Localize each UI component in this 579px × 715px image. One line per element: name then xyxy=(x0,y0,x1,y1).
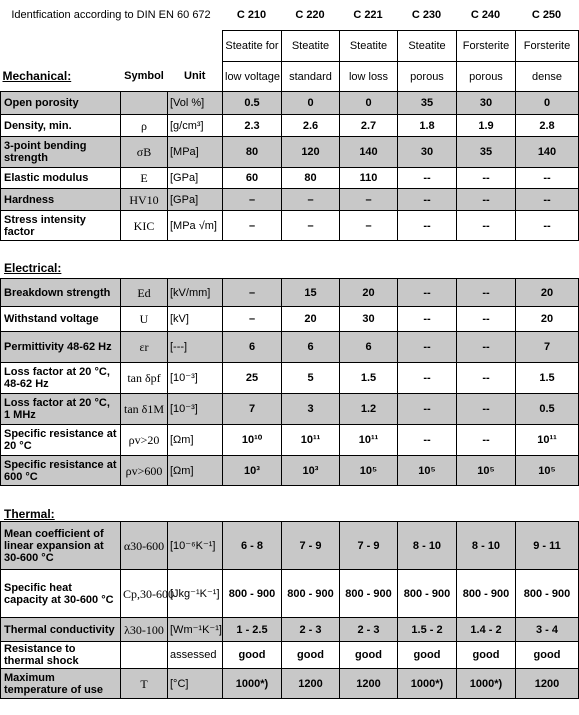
property-label: Resistance to thermal shock xyxy=(1,642,121,669)
value-cell: good xyxy=(223,642,282,669)
value-cell: good xyxy=(398,642,457,669)
thermal-row xyxy=(1,642,579,669)
mechanical-row xyxy=(1,92,579,115)
value-cell: 1000*) xyxy=(457,669,516,699)
value-cell: 8 - 10 xyxy=(398,522,457,570)
unit-cell: [kV] xyxy=(168,307,223,332)
material-c240: Forsterite xyxy=(457,31,516,62)
unit-cell: [MPa] xyxy=(168,137,223,168)
grade-c221: low loss xyxy=(340,62,398,92)
value-cell: 0 xyxy=(282,92,340,115)
symbol-cell: HV10 xyxy=(121,189,168,211)
electrical-row xyxy=(1,363,579,394)
property-label: Stress intensity factor xyxy=(1,211,121,241)
mechanical-table xyxy=(0,30,579,241)
value-cell: 140 xyxy=(516,137,579,168)
electrical-row xyxy=(1,425,579,456)
unit-cell: [10⁻³] xyxy=(168,363,223,394)
value-cell: 1200 xyxy=(340,669,398,699)
value-cell: 0 xyxy=(340,92,398,115)
value-cell: 2 - 3 xyxy=(340,618,398,642)
value-cell: 800 - 900 xyxy=(398,570,457,618)
unit-cell: [Ωm] xyxy=(168,425,223,456)
symbol-cell: ρv>600 xyxy=(121,456,168,486)
symbol-cell: tan δpf xyxy=(121,363,168,394)
value-cell: -- xyxy=(398,279,457,307)
symbol-cell xyxy=(121,642,168,669)
value-cell: -- xyxy=(457,307,516,332)
value-cell: 110 xyxy=(340,168,398,189)
unit-cell: [10⁻³] xyxy=(168,394,223,425)
mechanical-row xyxy=(1,137,579,168)
value-cell: 20 xyxy=(516,307,579,332)
value-cell: 35 xyxy=(457,137,516,168)
symbol-cell: α30-600 xyxy=(121,522,168,570)
value-cell: 2.6 xyxy=(282,115,340,137)
value-cell: 7 xyxy=(223,394,282,425)
unit-cell: assessed xyxy=(168,642,223,669)
value-cell: -- xyxy=(457,332,516,363)
value-cell: 80 xyxy=(282,168,340,189)
symbol-cell: E xyxy=(121,168,168,189)
value-cell: 1.2 xyxy=(340,394,398,425)
property-label: Open porosity xyxy=(1,92,121,115)
value-cell: 10³ xyxy=(282,456,340,486)
value-cell: 30 xyxy=(398,137,457,168)
value-cell: -- xyxy=(457,394,516,425)
code-c230: C 230 xyxy=(411,9,442,21)
value-cell: -- xyxy=(457,168,516,189)
material-c221: Steatite xyxy=(340,31,398,62)
header-table xyxy=(0,0,578,30)
value-cell: -- xyxy=(398,211,457,241)
value-cell: 10¹¹ xyxy=(516,425,579,456)
unit-cell: [°C] xyxy=(168,669,223,699)
value-cell: 30 xyxy=(340,307,398,332)
electrical-row xyxy=(1,394,579,425)
code-c221: C 221 xyxy=(353,9,383,21)
symbol-cell: tan δ1M xyxy=(121,394,168,425)
property-label: Density, min. xyxy=(1,115,121,137)
value-cell: -- xyxy=(457,279,516,307)
symbol-cell: εr xyxy=(121,332,168,363)
property-label: Loss factor at 20 °C, 1 MHz xyxy=(1,394,121,425)
property-label: 3-point bending strength xyxy=(1,137,121,168)
property-label: Loss factor at 20 °C, 48-62 Hz xyxy=(1,363,121,394)
value-cell: -- xyxy=(457,211,516,241)
section-electrical: Electrical: xyxy=(4,261,62,275)
mechanical-row xyxy=(1,211,579,241)
value-cell: 7 - 9 xyxy=(340,522,398,570)
mechanical-row xyxy=(1,115,579,137)
value-cell: 30 xyxy=(457,92,516,115)
property-label: Breakdown strength xyxy=(1,279,121,307)
code-c240: C 240 xyxy=(470,9,501,21)
value-cell: good xyxy=(340,642,398,669)
value-cell: 10¹¹ xyxy=(282,425,340,456)
grade-c210: low voltage xyxy=(223,62,282,92)
value-cell: 800 - 900 xyxy=(340,570,398,618)
value-cell: 6 - 8 xyxy=(223,522,282,570)
electrical-table xyxy=(0,278,579,486)
value-cell: 10⁵ xyxy=(398,456,457,486)
property-label: Permittivity 48-62 Hz xyxy=(1,332,121,363)
value-cell: 20 xyxy=(516,279,579,307)
value-cell: 6 xyxy=(340,332,398,363)
value-cell: -- xyxy=(457,363,516,394)
grade-c250: dense xyxy=(516,62,579,92)
unit-cell: [MPa √m] xyxy=(168,211,223,241)
value-cell: 1200 xyxy=(516,669,579,699)
value-cell: 0 xyxy=(516,92,579,115)
symbol-cell xyxy=(121,92,168,115)
thermal-row xyxy=(1,522,579,570)
thermal-row xyxy=(1,669,579,699)
value-cell: 140 xyxy=(340,137,398,168)
value-cell: 1200 xyxy=(282,669,340,699)
thermal-table xyxy=(0,521,579,699)
value-cell: 2.7 xyxy=(340,115,398,137)
value-cell: 10³ xyxy=(223,456,282,486)
value-cell: 0.5 xyxy=(223,92,282,115)
value-cell: – xyxy=(282,189,340,211)
value-cell: – xyxy=(223,307,282,332)
value-cell: 3 xyxy=(282,394,340,425)
symbol-cell: λ30-100 xyxy=(121,618,168,642)
code-c210: C 210 xyxy=(236,9,267,21)
value-cell: -- xyxy=(398,394,457,425)
value-cell: 800 - 900 xyxy=(282,570,340,618)
col-unit: Unit xyxy=(168,62,223,92)
col-symbol: Symbol xyxy=(124,70,164,83)
material-c250: Forsterite xyxy=(516,31,579,62)
value-cell: – xyxy=(223,279,282,307)
grade-c230: porous xyxy=(398,62,457,92)
value-cell: 15 xyxy=(282,279,340,307)
value-cell: -- xyxy=(398,332,457,363)
symbol-cell: σB xyxy=(121,137,168,168)
material-c220: Steatite xyxy=(282,31,340,62)
thermal-row xyxy=(1,570,579,618)
value-cell: – xyxy=(340,189,398,211)
electrical-row xyxy=(1,279,579,307)
value-cell: 2.3 xyxy=(223,115,282,137)
property-label: Withstand voltage xyxy=(1,307,121,332)
value-cell: 10⁵ xyxy=(340,456,398,486)
value-cell: 20 xyxy=(340,279,398,307)
symbol-cell: T xyxy=(121,669,168,699)
value-cell: 80 xyxy=(223,137,282,168)
unit-cell: [Jkg⁻¹K⁻¹] xyxy=(168,570,223,618)
value-cell: 35 xyxy=(398,92,457,115)
value-cell: 1000*) xyxy=(398,669,457,699)
value-cell: 10⁵ xyxy=(516,456,579,486)
value-cell: 10¹⁰ xyxy=(223,425,282,456)
unit-cell: [g/cm³] xyxy=(168,115,223,137)
unit-cell: [---] xyxy=(168,332,223,363)
value-cell: 1.9 xyxy=(457,115,516,137)
code-c250: C 250 xyxy=(531,9,562,21)
value-cell: 9 - 11 xyxy=(516,522,579,570)
electrical-row xyxy=(1,332,579,363)
property-label: Maximum temperature of use xyxy=(1,669,121,699)
value-cell: 6 xyxy=(223,332,282,363)
value-cell: -- xyxy=(398,189,457,211)
property-label: Elastic modulus xyxy=(1,168,121,189)
thermal-row xyxy=(1,618,579,642)
value-cell: good xyxy=(282,642,340,669)
value-cell: 800 - 900 xyxy=(457,570,516,618)
value-cell: 7 xyxy=(516,332,579,363)
unit-cell: [10⁻⁶K⁻¹] xyxy=(168,522,223,570)
value-cell: -- xyxy=(516,211,579,241)
value-cell: 2 - 3 xyxy=(282,618,340,642)
value-cell: -- xyxy=(398,168,457,189)
property-label: Hardness xyxy=(1,189,121,211)
value-cell: -- xyxy=(398,363,457,394)
value-cell: -- xyxy=(457,189,516,211)
symbol-cell: ρ xyxy=(121,115,168,137)
mechanical-row xyxy=(1,168,579,189)
unit-cell: [GPa] xyxy=(168,168,223,189)
unit-cell: [kV/mm] xyxy=(168,279,223,307)
property-label: Specific resistance at 600 °C xyxy=(1,456,121,486)
unit-cell: [GPa] xyxy=(168,189,223,211)
property-label: Specific heat capacity at 30-600 °C xyxy=(1,570,121,618)
value-cell: good xyxy=(457,642,516,669)
property-label: Mean coefficient of linear expansion at 30-600 °C xyxy=(1,522,121,570)
value-cell: 1.8 xyxy=(398,115,457,137)
unit-cell: [Wm⁻¹K⁻¹] xyxy=(168,618,223,642)
value-cell: -- xyxy=(398,425,457,456)
value-cell: good xyxy=(516,642,579,669)
value-cell: 7 - 9 xyxy=(282,522,340,570)
value-cell: – xyxy=(223,211,282,241)
material-c230: Steatite xyxy=(398,31,457,62)
value-cell: 10⁵ xyxy=(457,456,516,486)
material-c210: Steatite for xyxy=(223,31,282,62)
symbol-cell: ρv>20 xyxy=(121,425,168,456)
symbol-cell: U xyxy=(121,307,168,332)
code-c220: C 220 xyxy=(295,9,325,21)
value-cell: 5 xyxy=(282,363,340,394)
section-mechanical: Mechanical: xyxy=(2,69,72,84)
value-cell: 800 - 900 xyxy=(516,570,579,618)
value-cell: 1 - 2.5 xyxy=(223,618,282,642)
value-cell: 8 - 10 xyxy=(457,522,516,570)
value-cell: 800 - 900 xyxy=(223,570,282,618)
value-cell: 1.4 - 2 xyxy=(457,618,516,642)
grade-c220: standard xyxy=(282,62,340,92)
unit-cell: [Vol %] xyxy=(168,92,223,115)
value-cell: 20 xyxy=(282,307,340,332)
ident-label: Identfication according to DIN EN 60 672 xyxy=(11,9,211,21)
value-cell: 10¹¹ xyxy=(340,425,398,456)
symbol-cell: Ed xyxy=(121,279,168,307)
value-cell: 25 xyxy=(223,363,282,394)
value-cell: -- xyxy=(516,168,579,189)
value-cell: 6 xyxy=(282,332,340,363)
value-cell: 1.5 - 2 xyxy=(398,618,457,642)
grade-c240: porous xyxy=(457,62,516,92)
value-cell: 1.5 xyxy=(516,363,579,394)
value-cell: 120 xyxy=(282,137,340,168)
value-cell: -- xyxy=(516,189,579,211)
property-label: Specific resistance at 20 °C xyxy=(1,425,121,456)
electrical-row xyxy=(1,456,579,486)
value-cell: -- xyxy=(457,425,516,456)
value-cell: 0.5 xyxy=(516,394,579,425)
section-thermal: Thermal: xyxy=(4,507,55,521)
property-label: Thermal conductivity xyxy=(1,618,121,642)
symbol-cell: Cp,30-600 xyxy=(121,570,168,618)
value-cell: 3 - 4 xyxy=(516,618,579,642)
value-cell: 60 xyxy=(223,168,282,189)
symbol-cell: KIC xyxy=(121,211,168,241)
value-cell: 2.8 xyxy=(516,115,579,137)
value-cell: – xyxy=(223,189,282,211)
value-cell: 1.5 xyxy=(340,363,398,394)
unit-cell: [Ωm] xyxy=(168,456,223,486)
value-cell: 1000*) xyxy=(223,669,282,699)
value-cell: -- xyxy=(398,307,457,332)
value-cell: – xyxy=(282,211,340,241)
mechanical-row xyxy=(1,189,579,211)
value-cell: – xyxy=(340,211,398,241)
electrical-row xyxy=(1,307,579,332)
